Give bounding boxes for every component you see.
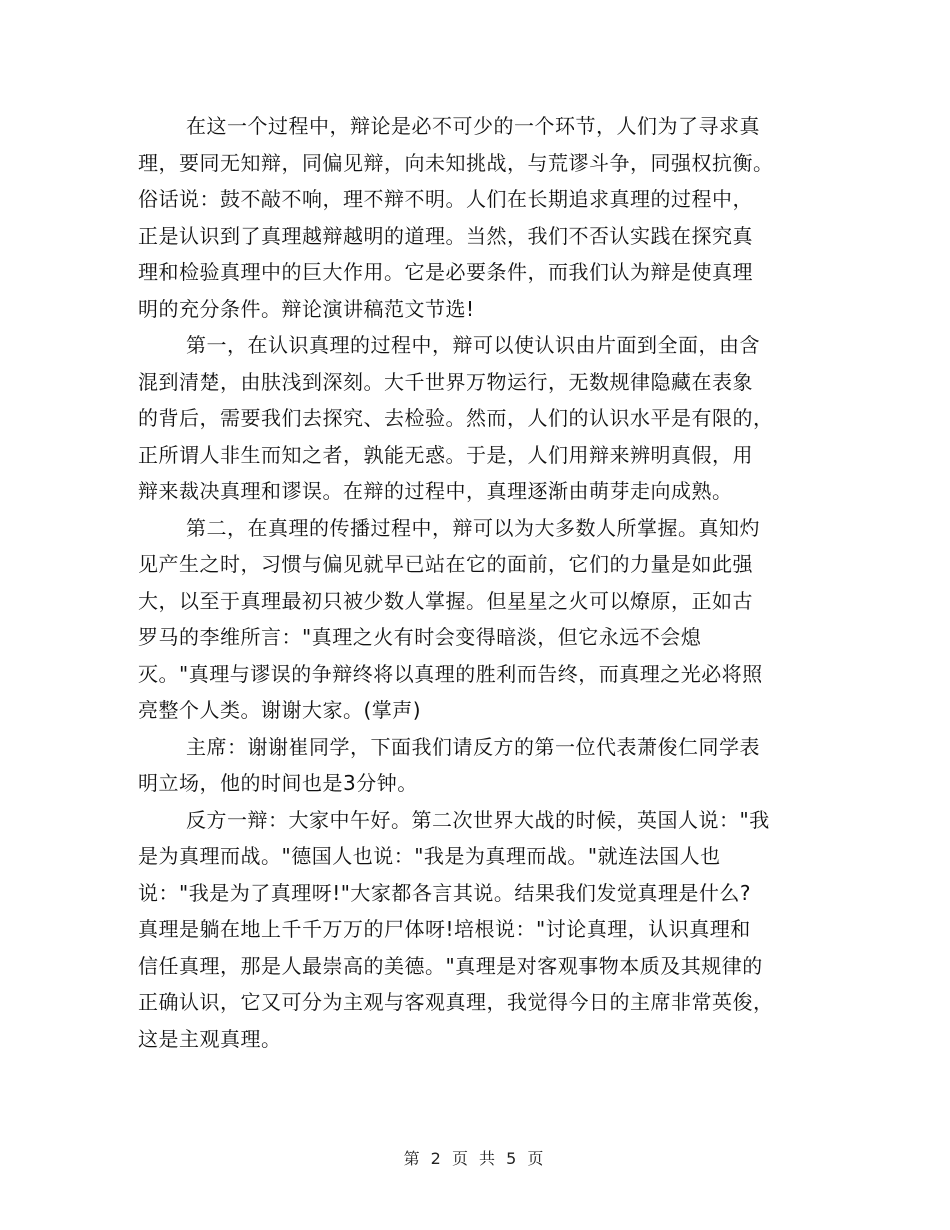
text-line: 罗马的李维所言："真理之火有时会变得暗淡，但它永远不会熄: [138, 625, 702, 649]
text-line: 见产生之时，习惯与偏见就早已站在它的面前，它们的力量是如此强: [138, 552, 753, 576]
text-line: 主席：谢谢崔同学，下面我们请反方的第一位代表萧俊仁同学表: [186, 734, 760, 759]
paragraph-1: [138, 108, 810, 327]
page-number: 第 2 页 共 5 页: [403, 1149, 547, 1168]
paragraph-5: [138, 802, 810, 1058]
paragraph-3: [138, 510, 810, 729]
text-line: 灭。"真理与谬误的争辩终将以真理的胜利而告终，而真理之光必将照: [138, 661, 763, 686]
text-line: 俗话说：鼓不敲不响，理不辩不明。人们在长期追求真理的过程中，: [138, 187, 753, 211]
text-line: 明立场，他的时间也是3分钟。: [138, 771, 418, 795]
text-line: 是为真理而战。"德国人也说："我是为真理而战。"就连法国人也: [138, 844, 721, 868]
text-line: 信任真理，那是人最崇高的美德。"真理是对客观事物本质及其规律的: [138, 953, 763, 978]
paragraph-2: [138, 327, 810, 510]
text-line: 理，要同无知辩，同偏见辩，向未知挑战，与荒谬斗争，同强权抗衡。: [138, 150, 774, 175]
text-line: 真理是躺在地上千千万万的尸体呀!培根说："讨论真理，认识真理和: [138, 917, 751, 941]
document-body: [138, 108, 810, 1057]
text-line: 正确认识，它又可分为主观与客观真理，我觉得今日的主席非常英俊，: [138, 990, 774, 1014]
text-line: 反方一辩：大家中午好。第二次世界大战的时候，英国人说："我: [186, 807, 770, 832]
text-line: 理和检验真理中的巨大作用。它是必要条件，而我们认为辩是使真理: [138, 260, 753, 284]
text-line: 混到清楚，由肤浅到深刻。大千世界万物运行，无数规律隐藏在表象: [138, 369, 753, 394]
paragraph-4: [138, 729, 810, 802]
text-line: 第二，在真理的传播过程中，辩可以为大多数人所掌握。真知灼: [186, 515, 760, 540]
text-line: 正是认识到了真理越辩越明的道理。当然，我们不否认实践在探究真: [138, 223, 753, 248]
text-line: 亮整个人类。谢谢大家。(掌声): [138, 698, 422, 722]
text-line: 辩来裁决真理和谬误。在辩的过程中，真理逐渐由萌芽走向成熟。: [138, 479, 733, 503]
text-line: 说："我是为了真理呀!"大家都各言其说。结果我们发觉真理是什么?: [138, 880, 752, 905]
text-line: 第一，在认识真理的过程中，辩可以使认识由片面到全面，由含: [186, 333, 760, 357]
text-line: 这是主观真理。: [138, 1026, 282, 1051]
text-line: 正所谓人非生而知之者，孰能无惑。于是，人们用辩来辨明真假，用: [138, 442, 753, 467]
text-line: 大，以至于真理最初只被少数人掌握。但星星之火可以燎原，正如古: [138, 588, 753, 613]
text-line: 在这一个过程中，辩论是必不可少的一个环节，人们为了寻求真: [186, 114, 760, 138]
text-line: 的背后，需要我们去探究、去检验。然而，人们的认识水平是有限的，: [138, 406, 774, 430]
text-line: 明的充分条件。辩论演讲稿范文节选!: [138, 296, 475, 321]
